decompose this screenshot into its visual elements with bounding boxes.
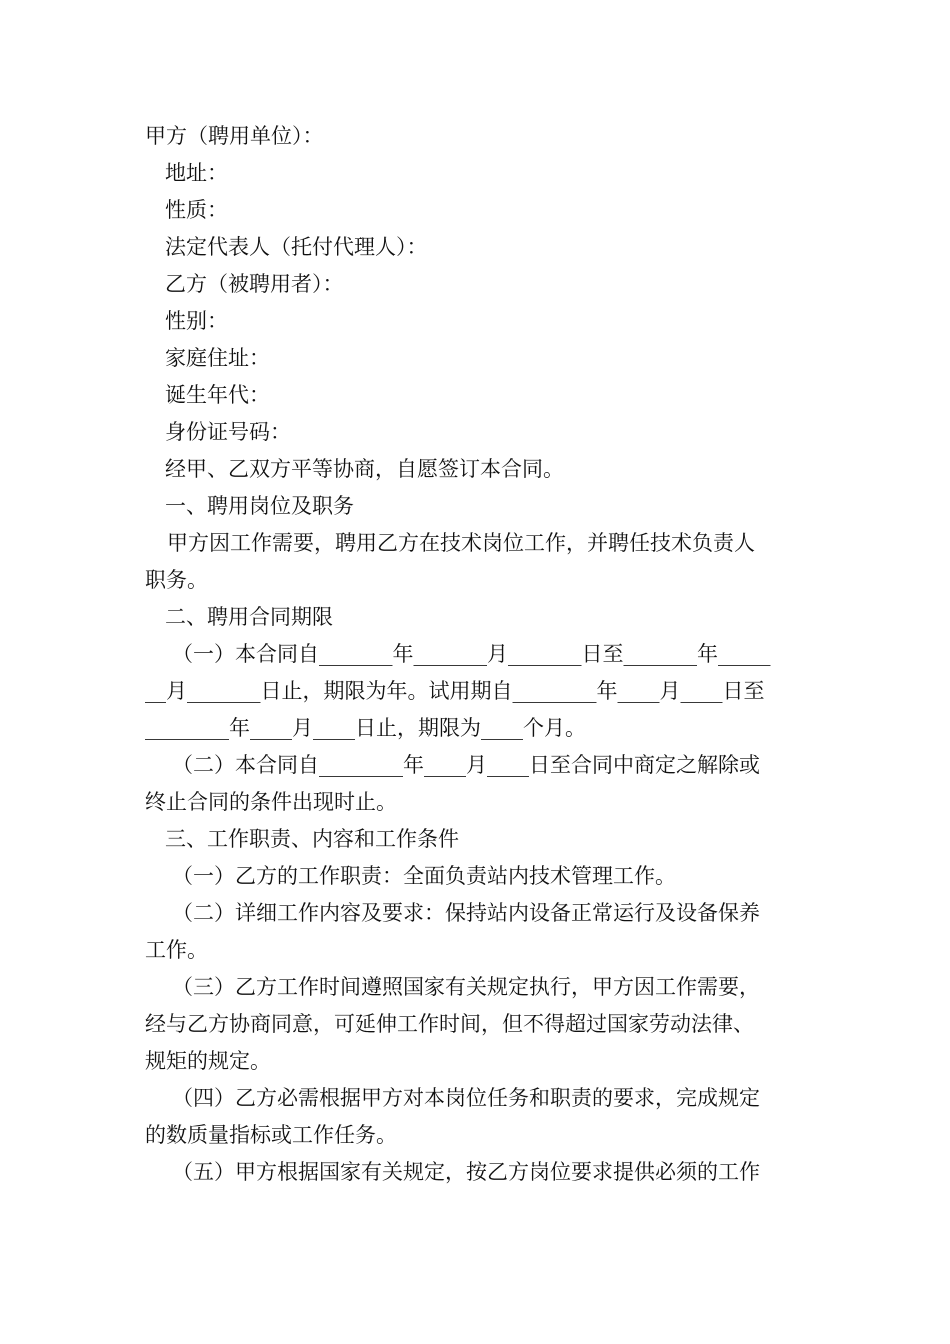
text-line: 的数质量指标或工作任务。 — [145, 1123, 397, 1147]
text-line: 经甲、乙双方平等协商，自愿签订本合同。 — [165, 457, 564, 481]
text-line: 法定代表人（托付代理人）： — [165, 235, 428, 259]
text-line: 甲方因工作需要，聘用乙方在技术岗位工作，并聘任技术负责人 — [167, 531, 755, 555]
text-line: 经与乙方协商同意，可延伸工作时间，但不得超过国家劳动法律、 — [145, 1012, 754, 1036]
text-line: ________年____月____日止，期限为____个月。 — [145, 716, 586, 740]
text-line: 性别： — [165, 309, 228, 333]
text-line: 地址： — [165, 161, 228, 185]
text-line: 工作。 — [145, 938, 208, 962]
section-heading: 三、工作职责、内容和工作条件 — [165, 827, 459, 851]
text-line: （二）详细工作内容及要求：保持站内设备正常运行及设备保养 — [172, 901, 760, 925]
text-line: 诞生年代： — [165, 383, 270, 407]
text-line: 家庭住址： — [165, 346, 270, 370]
text-line: 终止合同的条件出现时止。 — [145, 790, 397, 814]
text-line: __月_______日止，期限为年。试用期自________年____月____日至 — [145, 679, 765, 703]
text-line: （四）乙方必需根据甲方对本岗位任务和职责的要求，完成规定 — [172, 1086, 760, 1110]
text-line: （五）甲方根据国家有关规定，按乙方岗位要求提供必须的工作 — [172, 1160, 760, 1184]
text-line: 规矩的规定。 — [145, 1049, 271, 1073]
text-line: （二）本合同自________年____月____日至合同中商定之解除或 — [172, 753, 760, 777]
text-line: （三）乙方工作时间遵照国家有关规定执行，甲方因工作需要， — [172, 975, 760, 999]
contract-body — [145, 118, 810, 1191]
text-line: （一）本合同自_______年_______月_______日至_______年_____ — [172, 642, 771, 666]
text-line: 性质： — [165, 198, 228, 222]
text-line: 甲方（聘用单位）： — [145, 124, 324, 148]
section-heading: 二、聘用合同期限 — [165, 605, 333, 629]
text-line: 职务。 — [145, 568, 208, 592]
text-line: （一）乙方的工作职责：全面负责站内技术管理工作。 — [172, 864, 676, 888]
section-heading: 一、聘用岗位及职务 — [165, 494, 354, 518]
text-line: 身份证号码： — [165, 420, 291, 444]
text-line: 乙方（被聘用者）： — [165, 272, 344, 296]
